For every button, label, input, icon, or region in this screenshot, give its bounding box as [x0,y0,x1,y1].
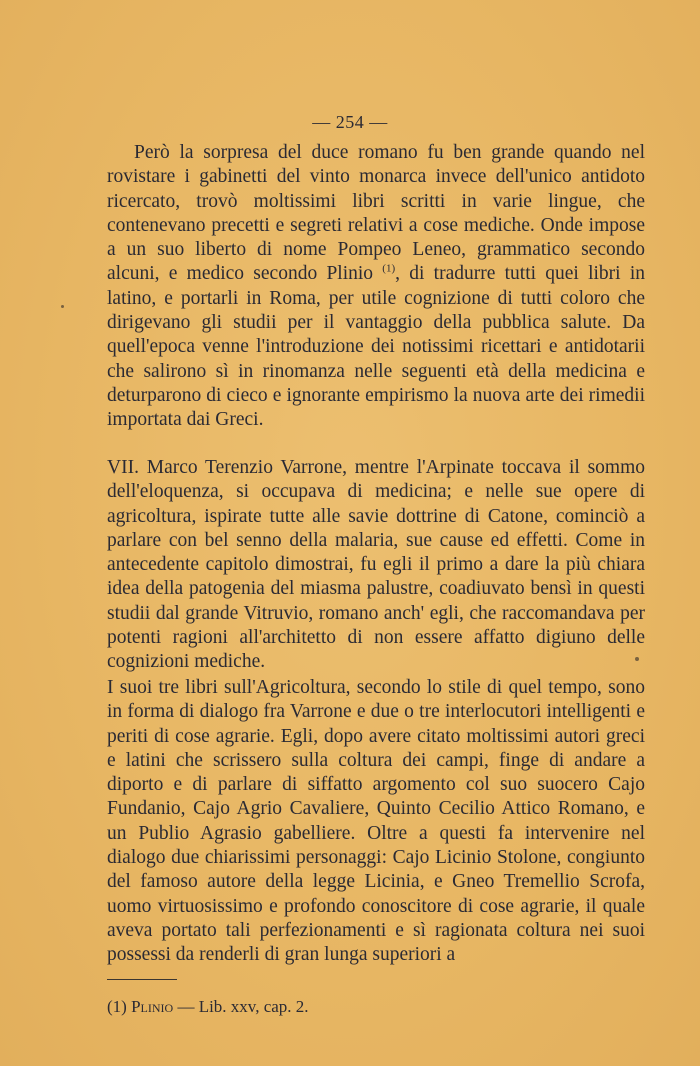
paragraph-1-text-a: Però la sorpresa del duce romano fu ben grande quando nel rovistare i gabinetti del vinto monarca invece dell'unico antidoto ricercato, trovò moltissimi libri scritti in varie lingue, che contenevano precetti e segreti relativi a cose mediche. Onde impose a un suo liberto di nome Pompeo Leneo, grammatico secondo alcuni, e medico secondo Plinio [107,142,645,285]
paper-speck [61,305,64,308]
footnote-author: Plinio [131,997,174,1016]
footnote-marker: (1) [107,997,127,1016]
footnote-reference-text: — Lib. xxv, cap. 2. [177,997,309,1016]
footnote [107,996,309,1018]
paragraph-1-text-b: , di tradurre tutti quei libri in latino, e portarli in Roma, per utile cognizione di tutti coloro che dirigevano gli studii per il vantaggio della pubblica salute. Da quell'epoca venne l'introduzione dei notissimi ricettari e antidotarii che salirono sì in rinomanza nelle seguenti età della medicina e deturparono di cieco e ignorante empirismo la nuova arte dei rimedii importata dai Greci. [107,263,645,431]
paragraph-2: VII. Marco Terenzio Varrone, mentre l'Arpinate toccava il sommo dell'eloquenza, si occupava di medicina; e nelle sue opere di agricoltura, ispirate tutte alle savie dottrine di Catone, cominciò a parlare con bel senno della malaria, sue cause ed effetti. Come in antecedente capitolo dimostrai, fu egli il primo a dare la più chiara idea della patogenia del miasma palustre, coadiuvato bensì in questi studii dal grande Vitruvio, romano anch' egli, che raccomandava per potenti ragioni all'architetto di non essere affatto digiuno delle cognizioni mediche. [107,457,645,673]
footnote-divider [107,979,177,980]
footnote-reference: (1) [382,262,396,275]
page-number: — 254 — [312,112,388,132]
paragraph-3: I suoi tre libri sull'Agricoltura, secondo lo stile di quel tempo, sono in forma di dialogo fra Varrone e due o tre interlocutori intelligenti e periti di cose agrarie. Egli, dopo avere citato moltissimi autori greci e latini che scrissero sulla coltura dei campi, finge di andare a diporto e di parlare di siffatto argomento col suo suocero Cajo Fundanio, Cajo Agrio Cavaliere, Quinto Cecilio Attico Romano, e un Publio Agrasio gabelliere. Oltre a questi fa intervenire nel dialogo due chiarissimi personaggi: Cajo Licinio Stolone, congiunto del famoso autore della legge Licinia, e Gneo Tremellio Scrofa, uomo virtuosissimo e profondo conoscitore di cose agrarie, il quale aveva portato tali perfezionamenti e sì ragionata coltura nei suoi possessi da renderli di gran lunga superiori a [107,677,645,966]
paragraph-1 [107,141,645,433]
paper-speck [635,657,639,661]
